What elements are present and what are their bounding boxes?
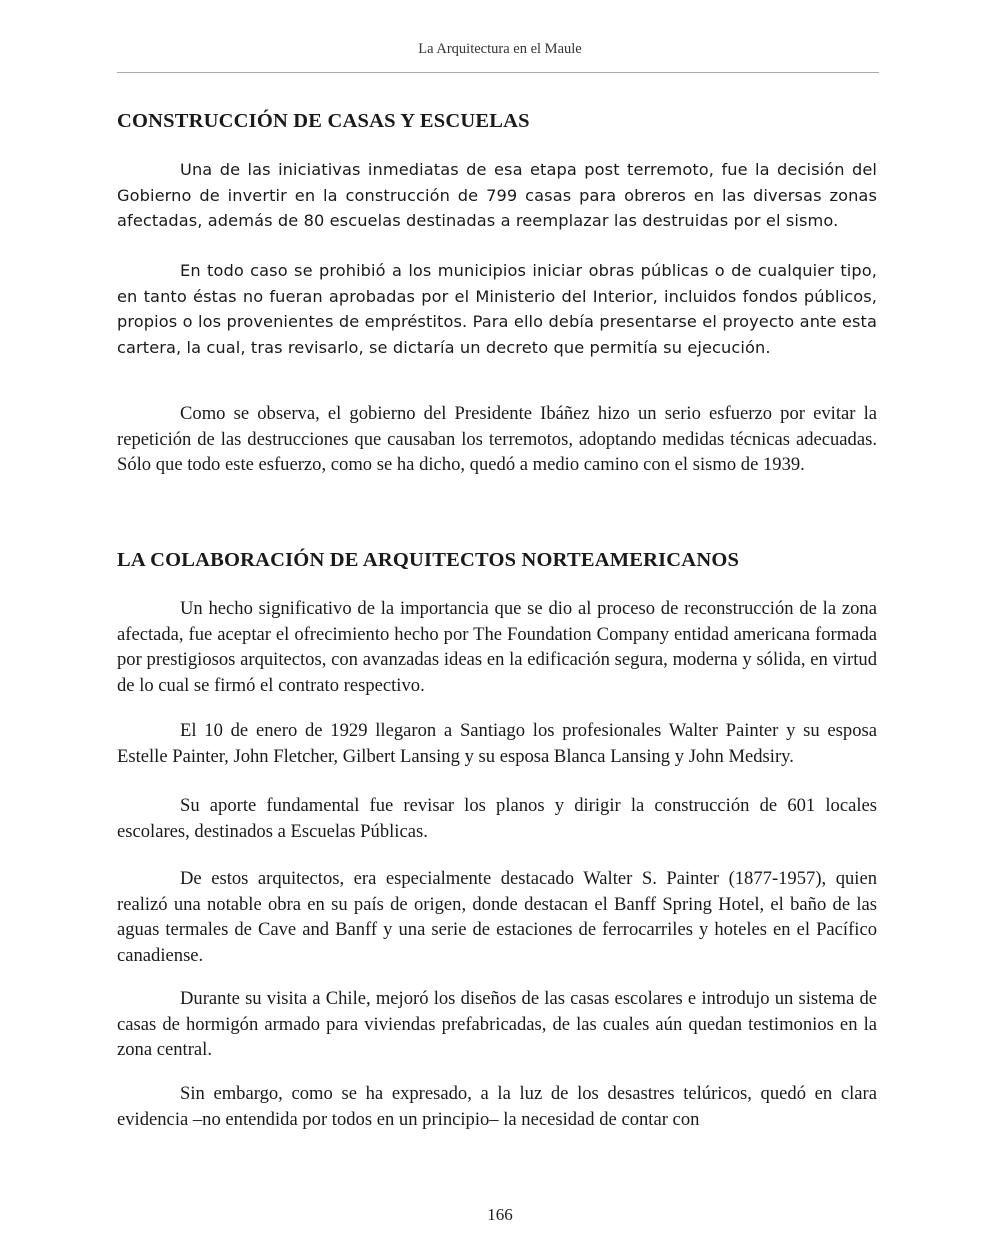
paragraph: Como se observa, el gobierno del Presidente Ibáñez hizo un serio esfuerzo por evitar la repetición de las destrucciones que causaban los terremotos, adoptando medidas técnicas adecuadas. Sólo que todo este esfuerzo, como se ha dicho, quedó a medio camino con el sismo de 1939. <box>117 403 877 475</box>
page-number: 166 <box>487 1205 513 1224</box>
paragraph: El 10 de enero de 1929 llegaron a Santiago los profesionales Walter Painter y su esposa Estelle Painter, John Fletcher, Gilbert Lansing y su esposa Blanca Lansing y John Medsiry. <box>117 720 877 767</box>
paragraph: Durante su visita a Chile, mejoró los diseños de las casas escolares e introdujo un sistema de casas de hormigón armado para viviendas prefabricadas, de las cuales aún quedan testimonios en la zona central. <box>117 988 877 1060</box>
paragraph: Una de las iniciativas inmediatas de esa etapa post terremoto, fue la decisión del Gobierno de invertir en la construcción de 799 casas para obreros en las diversas zonas afectadas, además de 80 escuelas destinadas a reemplazar las destruidas por el sismo. <box>117 160 877 230</box>
paragraph: De estos arquitectos, era especialmente destacado Walter S. Painter (1877-1957), quien realizó una notable obra en su país de origen, donde destacan el Banff Spring Hotel, el baño de las aguas termales de Cave and Banff y una serie de estaciones de ferrocarriles y hoteles en el Pacífico canadiense. <box>117 868 877 966</box>
section-heading-casas-escuelas: CONSTRUCCIÓN DE CASAS Y ESCUELAS <box>117 110 530 132</box>
paragraph: En todo caso se prohibió a los municipios iniciar obras públicas o de cualquier tipo, en tanto éstas no fueran aprobadas por el Ministerio del Interior, incluidos fondos públicos, propios o los provenientes de empréstitos. Para ello debía presentarse el proyecto ante esta cartera, la cual, tras revisarlo, se dictaría un decreto que permitía su ejecución. <box>117 261 877 357</box>
paragraph: Sin embargo, como se ha expresado, a la luz de los desastres telúricos, quedó en clara evidencia –no entendida por todos en un principio– la necesidad de contar con <box>117 1083 877 1130</box>
header-divider <box>117 72 879 73</box>
section-heading-arquitectos: LA COLABORACIÓN DE ARQUITECTOS NORTEAMERICANOS <box>117 549 740 571</box>
paragraph: Un hecho significativo de la importancia que se dio al proceso de reconstrucción de la zona afectada, fue aceptar el ofrecimiento hecho por The Foundation Company entidad americana formada por prestigiosos arquitectos, con avanzadas ideas en la edificación segura, moderna y sólida, en virtud de lo cual se firmó el contrato respectivo. <box>117 598 877 696</box>
running-header: La Arquitectura en el Maule <box>418 41 582 57</box>
paragraph: Su aporte fundamental fue revisar los planos y dirigir la construcción de 601 locales escolares, destinados a Escuelas Públicas. <box>117 795 877 842</box>
